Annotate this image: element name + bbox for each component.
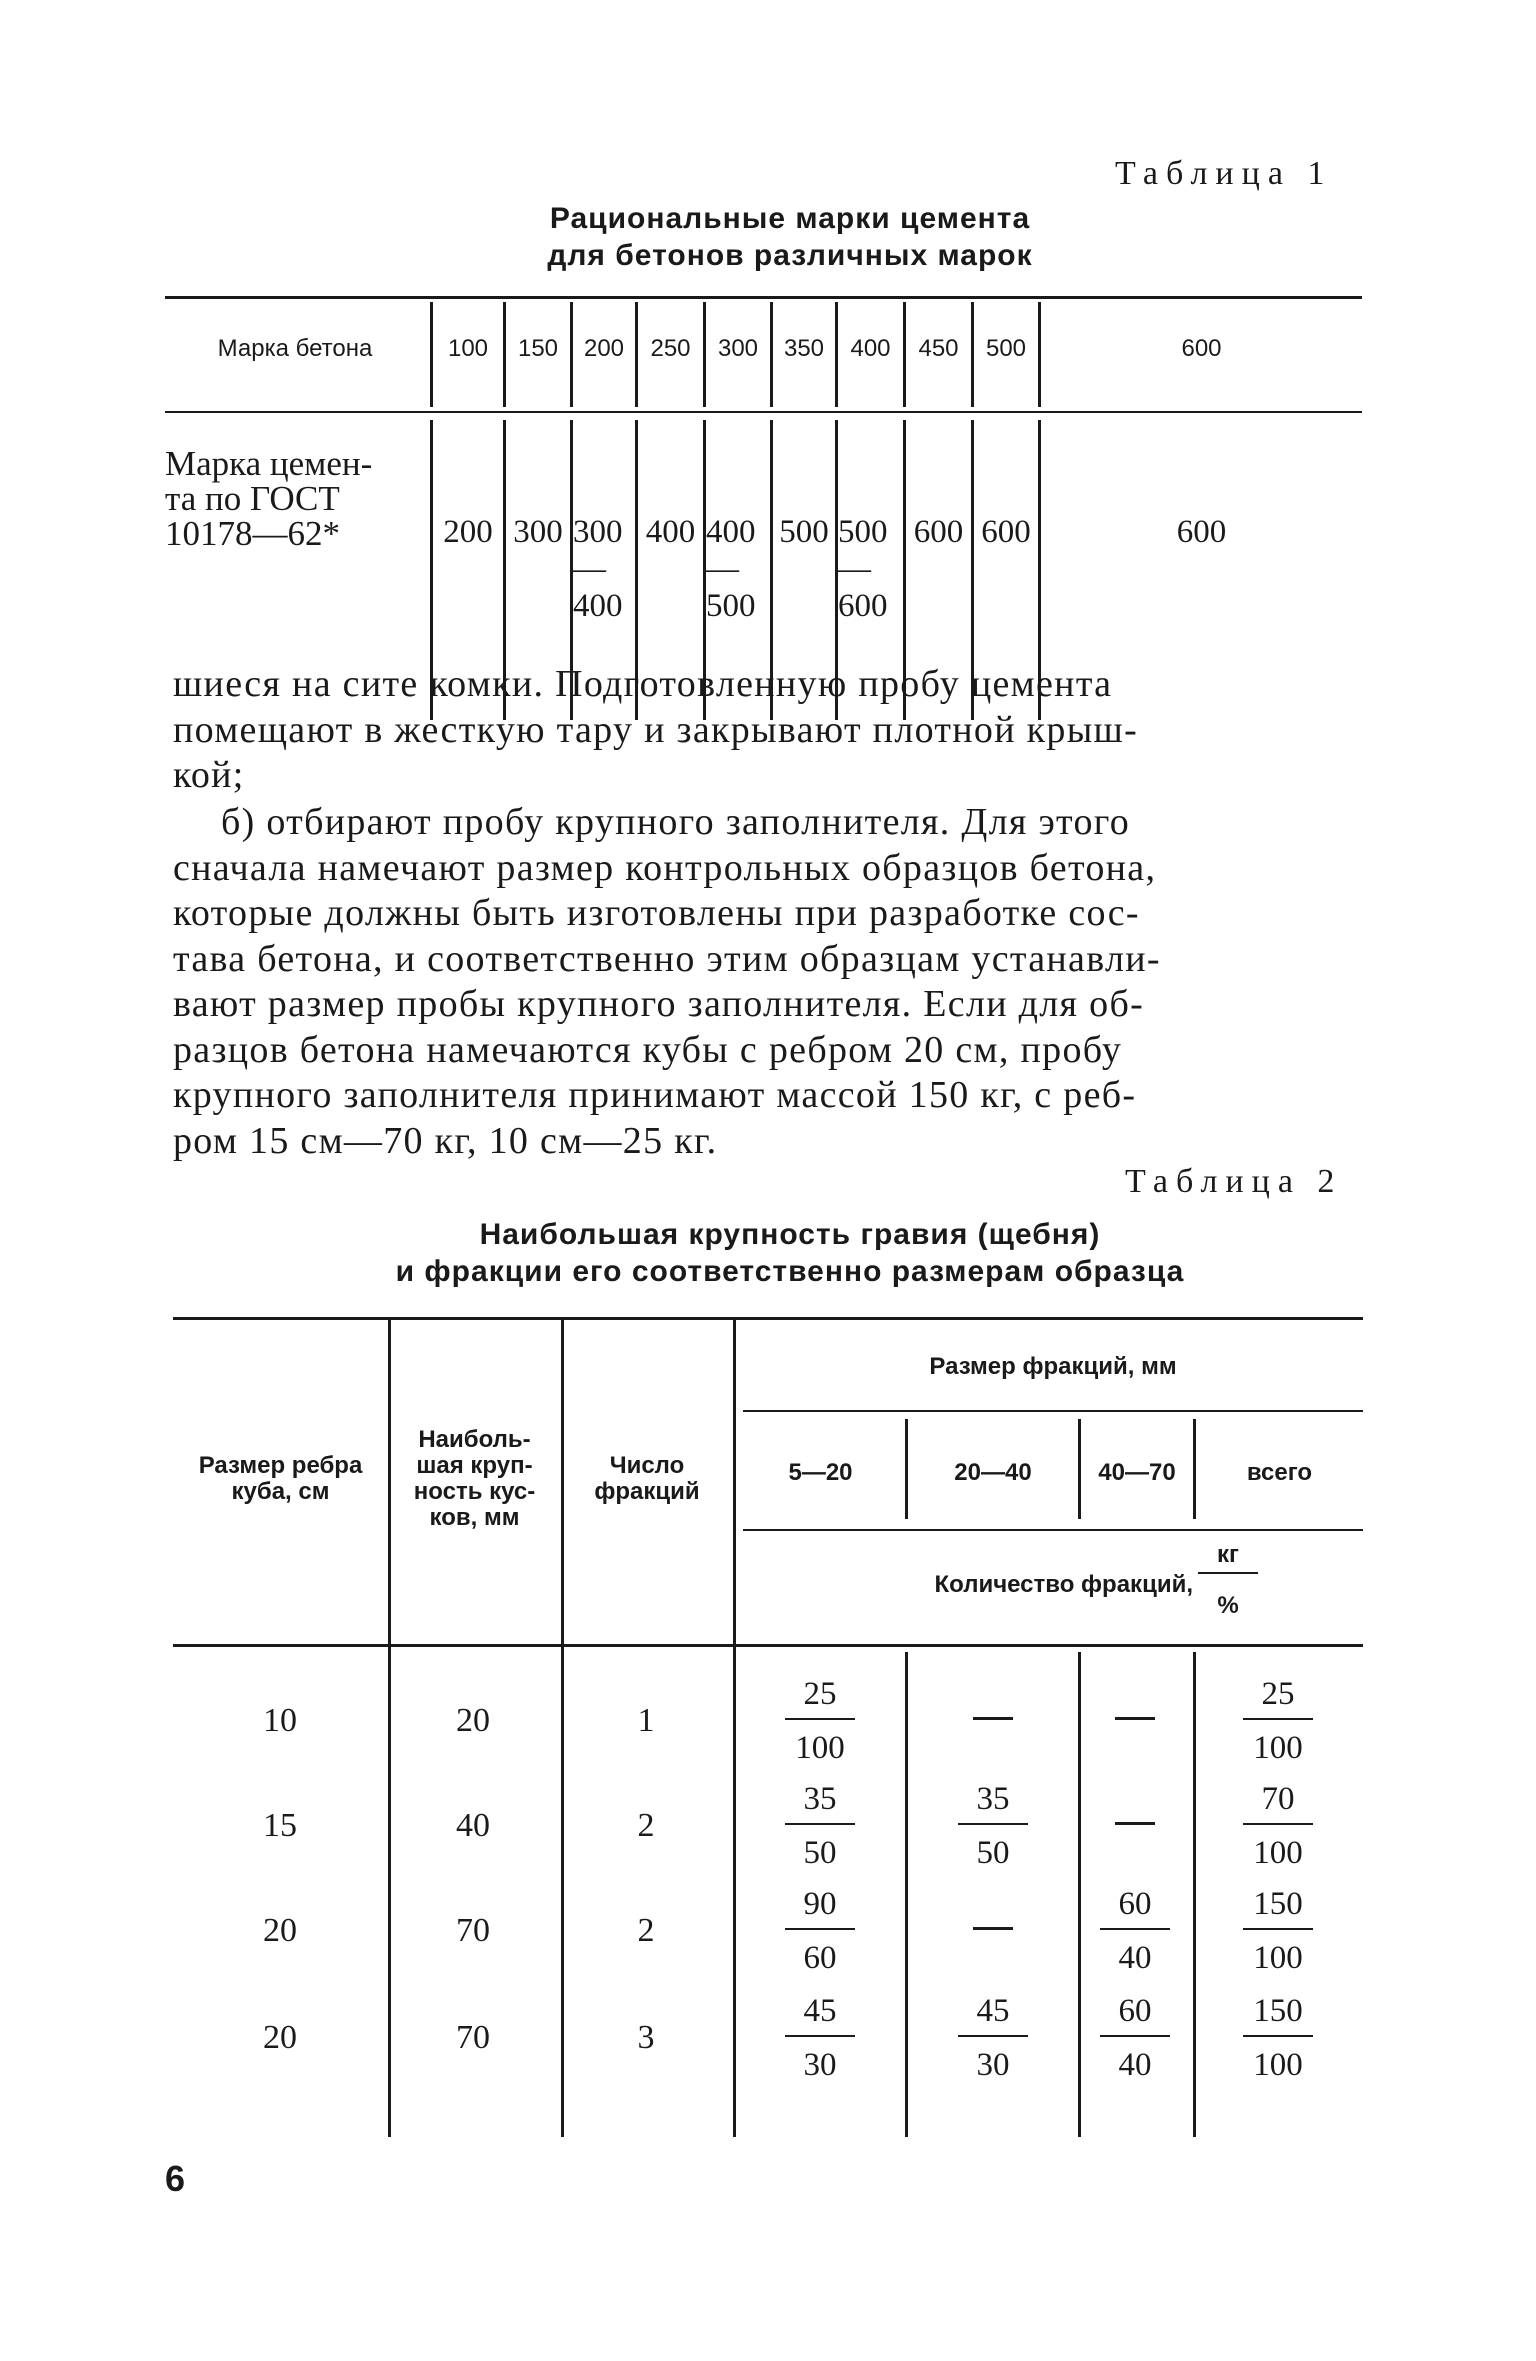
header-line: фракций — [594, 1478, 700, 1505]
table2-group-rule — [743, 1410, 1363, 1412]
header-line: Число — [609, 1452, 685, 1479]
fraction-value — [1090, 1882, 1180, 1980]
fraction-value — [1233, 1672, 1323, 1770]
table2-header-rule — [173, 1644, 1363, 1647]
header-line: Наиболь- — [418, 1426, 531, 1453]
table2-title — [0, 1216, 1536, 1290]
empty-dash — [973, 1717, 1013, 1720]
fraction-kg: 35 — [803, 1781, 837, 1817]
fraction-value — [775, 1777, 865, 1875]
cube-size: 20 — [263, 2019, 297, 2056]
table1-row-label-line: Марка цемен- — [165, 444, 373, 483]
cement-grade: 200 — [443, 514, 493, 550]
fraction-value — [775, 1882, 865, 1980]
concrete-grade: 150 — [517, 335, 559, 362]
fraction-value — [948, 1777, 1038, 1875]
fraction-percent: 30 — [976, 2047, 1010, 2083]
fraction-value — [1233, 1882, 1323, 1980]
table1-title-line: Рациональные марки цемента — [549, 202, 1031, 235]
col-max-size-header — [388, 1427, 561, 1531]
fraction-bar — [1243, 1928, 1313, 1930]
fraction-percent: 40 — [1118, 2047, 1152, 2083]
fraction-value — [1090, 1989, 1180, 2087]
fraction-percent: 100 — [795, 1730, 845, 1766]
concrete-grade: 400 — [850, 335, 891, 362]
table2-title-line: и фракции его соответственно размерам образца — [395, 1255, 1185, 1288]
cement-grade: 300 — [513, 514, 563, 550]
table2-col-divider — [1078, 1652, 1081, 2137]
fraction-bar — [1243, 2035, 1313, 2037]
fraction-kg: 90 — [803, 1886, 837, 1922]
fraction-value — [775, 1989, 865, 2087]
table2-label: Таблица 2 — [1125, 1163, 1343, 1200]
fraction-kg: 60 — [1118, 1886, 1152, 1922]
table1-row-label — [165, 446, 372, 551]
group-header-fraction-size: Размер фракций, мм — [929, 1353, 1177, 1380]
fraction-count: 2 — [637, 1807, 655, 1844]
max-piece-size: 70 — [456, 2019, 490, 2056]
fraction-value — [948, 1989, 1038, 2087]
concrete-grade: 250 — [650, 335, 691, 362]
fraction-kg: 70 — [1261, 1781, 1295, 1817]
header-line: шая круп- — [416, 1452, 533, 1479]
cement-grade: 300— 400 — [573, 514, 623, 624]
cube-size: 20 — [263, 1912, 297, 1949]
max-piece-size: 20 — [456, 1702, 490, 1739]
table1-title-line: для бетонов различных марок — [547, 239, 1033, 272]
text-line: помещают в жесткую тару и закрывают плотной крыш- — [173, 708, 1139, 751]
empty-dash — [973, 1927, 1013, 1930]
fraction-header: 40—70 — [1098, 1459, 1176, 1486]
quantity-label: Количество фракций, — [934, 1571, 1193, 1598]
cement-grade: 600 — [981, 514, 1031, 550]
table2-col-divider — [733, 1317, 736, 2137]
fraction-value — [775, 1672, 865, 1770]
fraction-kg: 150 — [1253, 1993, 1303, 2029]
table1-title — [0, 200, 1536, 274]
fraction-header: 5—20 — [788, 1459, 853, 1486]
cement-grade: 400— 500 — [706, 514, 756, 624]
text-line: шиеся на сите комки. Подготовленную пробу цемента — [173, 663, 1113, 705]
fraction-kg: 25 — [803, 1676, 837, 1712]
table2 — [173, 1317, 1363, 2137]
unit-bottom: % — [1217, 1592, 1239, 1619]
fraction-kg: 35 — [976, 1781, 1010, 1817]
fraction-count: 2 — [637, 1912, 655, 1949]
cement-grade: 400 — [645, 514, 696, 550]
fraction-bar — [1100, 2035, 1170, 2037]
fraction-bar — [1243, 1823, 1313, 1825]
text-line: кой; — [173, 754, 245, 796]
fraction-bar — [785, 1928, 855, 1930]
unit-fraction-bar — [1198, 1572, 1258, 1574]
concrete-grade: 600 — [1181, 335, 1222, 362]
text-line: которые должны быть изготовлены при разработке сос- — [173, 892, 1140, 934]
table1-label: Таблица 1 — [1115, 155, 1333, 192]
fraction-bar — [1100, 1928, 1170, 1930]
table2-col-divider — [905, 1652, 908, 2137]
text-line: тава бетона, и соответственно этим образцам устанавли- — [173, 937, 1161, 980]
col-cube-size-header — [173, 1453, 388, 1505]
text-line: ром 15 см—70 кг, 10 см—25 кг. — [173, 1119, 718, 1162]
table2-top-rule — [173, 1317, 1363, 1320]
header-line: куба, см — [231, 1478, 330, 1505]
table2-subheader-rule — [743, 1529, 1363, 1531]
fraction-percent: 50 — [976, 1835, 1010, 1871]
fraction-value — [1233, 1777, 1323, 1875]
fraction-percent: 100 — [1253, 1835, 1303, 1871]
fraction-kg: 45 — [803, 1993, 837, 2029]
empty-dash — [1115, 1717, 1155, 1720]
table2-col-divider — [561, 1317, 564, 2137]
fraction-bar — [785, 1718, 855, 1720]
col-fraction-count-header — [561, 1453, 733, 1505]
table1-header-label: Марка бетона — [217, 335, 373, 362]
concrete-grade: 100 — [447, 335, 489, 362]
fraction-kg: 45 — [976, 1993, 1010, 2029]
text-line: сначала намечают размер контрольных образцов бетона, — [173, 846, 1157, 889]
cement-grade: 500— 600 — [838, 514, 888, 624]
fraction-kg: 25 — [1261, 1676, 1295, 1712]
fraction-bar — [785, 1823, 855, 1825]
fraction-percent: 100 — [1253, 1940, 1303, 1976]
concrete-grade: 200 — [583, 335, 625, 362]
cement-grade: 600 — [1176, 514, 1227, 550]
fraction-percent: 100 — [1253, 1730, 1303, 1766]
fraction-bar — [785, 2035, 855, 2037]
table1-row-label-line: та по ГОСТ — [165, 479, 340, 518]
fraction-value — [1233, 1989, 1323, 2087]
paragraph-b — [173, 800, 1363, 1164]
table2-col-divider — [1193, 1652, 1196, 2137]
header-line: ков, мм — [429, 1504, 520, 1531]
fraction-bar — [1243, 1718, 1313, 1720]
page-number: 6 — [165, 2158, 186, 2199]
cube-size: 15 — [263, 1807, 297, 1844]
fraction-header: 20—40 — [954, 1459, 1032, 1486]
concrete-grade: 350 — [783, 335, 825, 362]
max-piece-size: 70 — [456, 1912, 490, 1949]
fraction-percent: 100 — [1253, 2047, 1303, 2083]
cement-grade: 500 — [779, 514, 829, 550]
fraction-kg: 150 — [1253, 1886, 1303, 1922]
cube-size: 10 — [263, 1702, 297, 1739]
table1-top-rule — [165, 296, 1362, 299]
table2-title-line: Наибольшая крупность гравия (щебня) — [479, 1218, 1101, 1251]
fraction-bar — [958, 1823, 1028, 1825]
text-line: разцов бетона намечаются кубы с ребром 20 см, пробу — [173, 1028, 1123, 1071]
cement-grade: 600 — [913, 514, 964, 550]
text-line: б) отбирают пробу крупного заполнителя. Для этого — [221, 801, 1130, 843]
fraction-count: 1 — [637, 1702, 655, 1739]
concrete-grade: 450 — [918, 335, 959, 362]
fraction-percent: 50 — [803, 1835, 837, 1871]
fraction-kg: 60 — [1118, 1993, 1152, 2029]
text-line: крупного заполнителя принимают массой 150 кг, с реб- — [173, 1074, 1137, 1116]
table1-header-rule — [165, 411, 1362, 413]
empty-dash — [1115, 1822, 1155, 1825]
fraction-percent: 60 — [803, 1940, 837, 1976]
concrete-grade: 500 — [985, 335, 1027, 362]
table1-row-label-line: 10178—62* — [165, 514, 340, 553]
fraction-count: 3 — [637, 2019, 655, 2056]
unit-top: кг — [1216, 1541, 1239, 1568]
header-line: Размер ребра — [198, 1452, 363, 1479]
concrete-grade: 300 — [717, 335, 759, 362]
fraction-bar — [958, 2035, 1028, 2037]
paragraph-continuation — [173, 662, 1363, 799]
text-line: вают размер пробы крупного заполнителя. Если для об- — [173, 983, 1145, 1025]
fraction-header: всего — [1246, 1459, 1313, 1486]
header-line: ность кус- — [413, 1478, 536, 1505]
max-piece-size: 40 — [456, 1807, 490, 1844]
fraction-percent: 30 — [803, 2047, 837, 2083]
fraction-percent: 40 — [1118, 1940, 1152, 1976]
